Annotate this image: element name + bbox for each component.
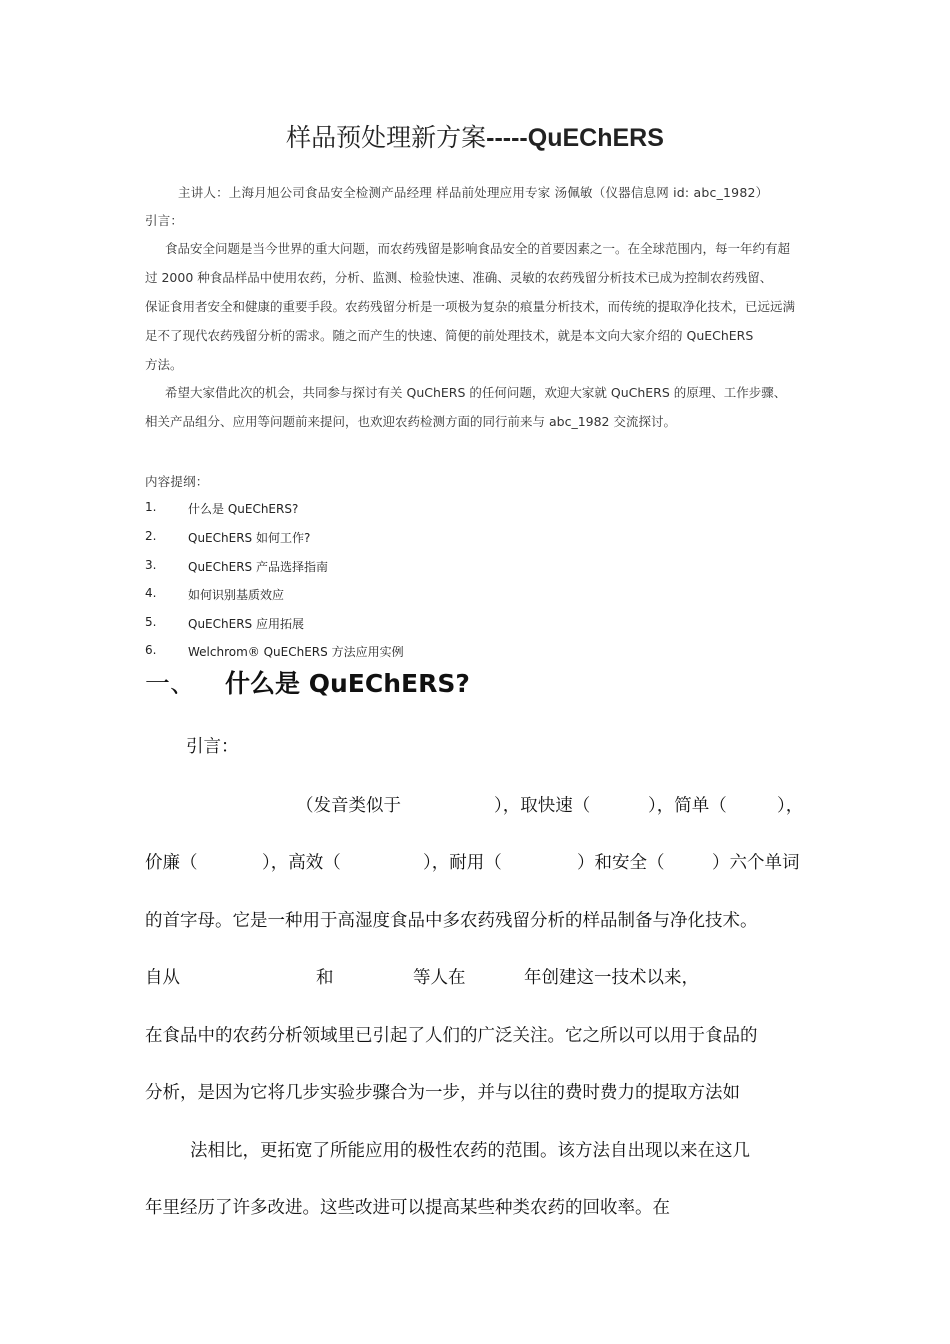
toc-item-5: QuEChERS 应用拓展 bbox=[188, 617, 304, 631]
section-title: 什么是 QuEChERS? bbox=[225, 669, 470, 698]
toc-item-4: 如何识别基质效应 bbox=[188, 588, 285, 602]
paragraph-line: 过 2000 种食品样品中使用农药，分析、监测、检验快速、准确、灵敏的农药残留分析技术已成为控制农药残留、 bbox=[145, 270, 773, 285]
body-line-2b: ），高效（ bbox=[262, 853, 341, 873]
toc-item-2: QuEChERS 如何工作? bbox=[188, 531, 311, 545]
toc-item-1: 什么是 QuEChERS? bbox=[188, 502, 299, 516]
intro-label: 引言： bbox=[145, 213, 184, 228]
title-en: -----QuEChERS bbox=[486, 124, 664, 152]
paragraph-1 bbox=[145, 234, 815, 379]
intro2-label: 引言： bbox=[186, 737, 239, 757]
paragraph-line: 相关产品组分、应用等问题前来提问，也欢迎农药检测方面的同行前来与 abc_1982 交流探讨。 bbox=[145, 414, 676, 429]
body-line-8: 年里经历了许多改进。这些改进可以提高某些种类农药的回收率。在 bbox=[145, 1198, 670, 1218]
body-line-4a: 自从 bbox=[145, 968, 180, 988]
body-line-2c: ），耐用（ bbox=[423, 853, 502, 873]
toc-item-6: Welchrom® QuEChERS 方法应用实例 bbox=[188, 645, 404, 659]
body-line-4d: 年创建这一技术以来， bbox=[524, 968, 699, 988]
body-line-1a: （发音类似于 bbox=[296, 796, 401, 816]
speaker-line: 主讲人：上海月旭公司食品安全检测产品经理 样品前处理应用专家 汤佩敏（仪器信息网 id: abc_1982） bbox=[178, 185, 769, 200]
toc-label: 内容提纲： bbox=[145, 474, 209, 489]
toc-number: 5. bbox=[145, 615, 157, 629]
body-line-3: 的首字母。它是一种用于高湿度食品中多农药残留分析的样品制备与净化技术。 bbox=[145, 911, 758, 931]
paragraph-line: 希望大家借此次的机会，共同参与探讨有关 QuChERS 的任何问题，欢迎大家就 QuChERS 的原理、工作步骤、 bbox=[165, 385, 787, 400]
body-line-2d: ）和安全（ bbox=[577, 853, 665, 873]
body-line-4b: 和 bbox=[316, 968, 334, 988]
paragraph-line: 方法。 bbox=[145, 357, 183, 372]
toc-number: 3. bbox=[145, 558, 157, 572]
paragraph-line: 保证食用者安全和健康的重要手段。农药残留分析是一项极为复杂的痕量分析技术，而传统的提取净化技术，已远远满 bbox=[145, 299, 796, 314]
toc-number: 6. bbox=[145, 643, 157, 657]
body-line-1d: ）， bbox=[777, 796, 804, 816]
body-line-1c: ），简单（ bbox=[648, 796, 727, 816]
title-cn: 样品预处理新方案 bbox=[286, 123, 487, 152]
toc-item-3: QuEChERS 产品选择指南 bbox=[188, 560, 328, 574]
section-heading bbox=[145, 664, 470, 700]
body-line-1b: ），取快速（ bbox=[494, 796, 591, 816]
body-line-5: 在食品中的农药分析领域里已引起了人们的广泛关注。它之所以可以用于食品的 bbox=[145, 1026, 758, 1046]
body-line-4c: 等人在 bbox=[413, 968, 466, 988]
paragraph-line: 食品安全问题是当今世界的重大问题，而农药残留是影响食品安全的首要因素之一。在全球范围内，每一年约有超 bbox=[165, 241, 791, 256]
paragraph-line: 足不了现代农药残留分析的需求。随之而产生的快速、简便的前处理技术，就是本文向大家介绍的 QuEChERS bbox=[145, 328, 754, 343]
toc-number: 2. bbox=[145, 529, 157, 543]
section-number: 一、 bbox=[145, 669, 196, 698]
body-line-2e: ）六个单词 bbox=[712, 853, 800, 873]
body-line-7: 法相比，更拓宽了所能应用的极性农药的范围。该方法自出现以来在这几 bbox=[190, 1141, 750, 1161]
paragraph-2 bbox=[145, 378, 815, 436]
toc-number: 4. bbox=[145, 586, 157, 600]
toc-number: 1. bbox=[145, 500, 157, 514]
body-line-6: 分析，是因为它将几步实验步骤合为一步，并与以往的费时费力的提取方法如 bbox=[145, 1083, 740, 1103]
page-title bbox=[0, 118, 950, 154]
body-line-2a: 价廉（ bbox=[145, 853, 198, 873]
